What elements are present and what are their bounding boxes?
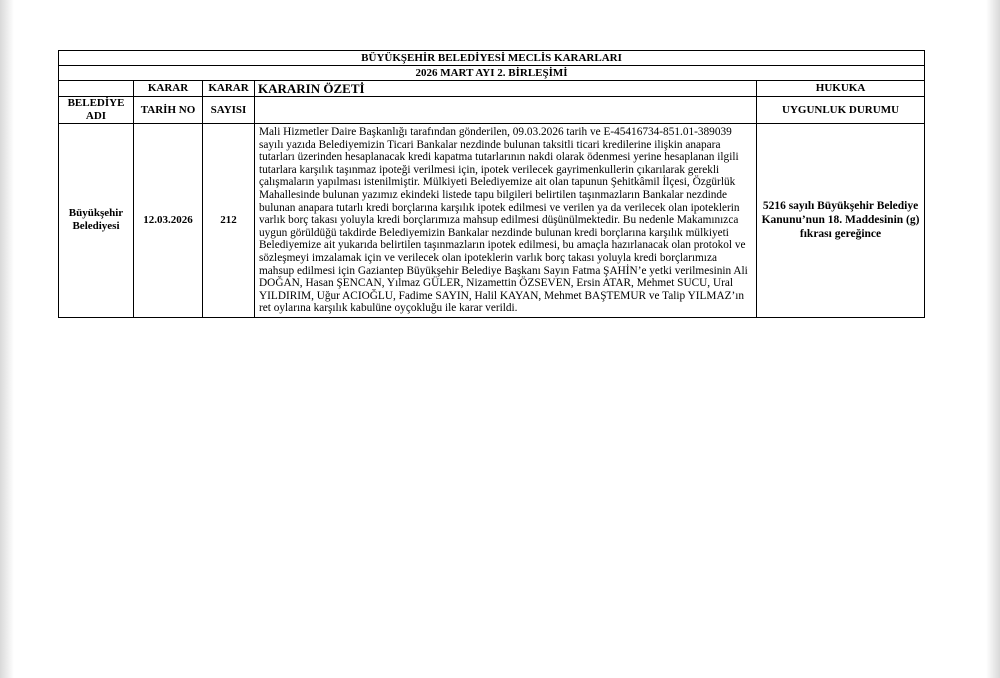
- header-row-1: [59, 81, 925, 97]
- header-ozet-empty: [255, 97, 757, 124]
- cell-belediye: Büyükşehir Belediyesi: [59, 124, 134, 318]
- header-uygunluk: UYGUNLUK DURUMU: [757, 97, 925, 124]
- header-sayisi: SAYISI: [203, 97, 255, 124]
- cell-tarih: 12.03.2026: [134, 124, 203, 318]
- session-row: [59, 66, 925, 81]
- header-tarih-no: TARİH NO: [134, 97, 203, 124]
- header-ozet: KARARIN ÖZETİ: [255, 81, 757, 97]
- page-shadow-left: [0, 0, 14, 678]
- header-empty-cell: [59, 81, 134, 97]
- cell-ozet: Mali Hizmetler Daire Başkanlığı tarafından gönderilen, 09.03.2026 tarih ve E-45416734-851.01-389039 sayılı yazıda Belediyemizin Ticari Bankalar nezdinde bulunan taksitli ticari kredilerine ilişkin anapara tutarları üzerinden hesaplanacak kredi kapatma tutarlarının nakdi olarak ödenmesi yerine hesaplanan ilgili tutarlara karşılık taşınmaz ipoteği verilmesi için, ipotek verilecek gayrimenkullerin çıkarılarak gerekli çalışmaların yapılması istenilmiştir. Mülkiyeti Belediyemize ait olan tapunun Şehitkâmil İlçesi, Özgürlük Mahallesinde bulunan yazımız ekindeki listede tapu bilgileri belirtilen taşınmazların Bankalar nezdinde bulunan anapara tutarlı kredi borçlarına karşılık ipotek edilmesi ve verilen ya da verilecek olan ipoteklerin varlık borç takası yoluyla kredi borçlarımıza mahsup edilmesi düşünülmektedir. Bu nedenle Makamınızca uygun görüldüğü takdirde Belediyemizin Bankalar nezdinde bulunan kredi borçlarına karşılık mülkiyeti Belediyemize ait yukarıda belirtilen taşınmazların ipotek edilmesi, bu amaçla hazırlanacak olan protokol ve sözleşmeyi imzalamak için ve verilecek olan ipoteklerin varlık borç takası yoluyla kredi borçlarımıza mahsup edilmesi için Gaziantep Büyükşehir Belediye Başkanı Sayın Fatma ŞAHİN’e yetki verilmesinin Ali DOĞAN, Hasan ŞENCAN, Yılmaz GÜLER, Nizamettin ÖZSEVEN, Ersin ATAR, Mehmet SUCU, Ural YILDIRIM, Uğur ACIOĞLU, Fadime SAYIN, Halil KAYAN, Mehmet BAŞTEMUR ve Talip YILMAZ’ın ret oylarına karşılık kabulüne oyçokluğu ile karar verildi.: [255, 124, 757, 318]
- page-shadow-right: [986, 0, 1000, 678]
- cell-sayi: 212: [203, 124, 255, 318]
- table-row: [59, 124, 925, 318]
- header-belediye-adi: BELEDİYE ADI: [59, 97, 134, 124]
- document-title: BÜYÜKŞEHİR BELEDİYESİ MECLİS KARARLARI: [59, 51, 925, 66]
- header-karar-2: KARAR: [203, 81, 255, 97]
- session-title: 2026 MART AYI 2. BİRLEŞİMİ: [59, 66, 925, 81]
- title-row: [59, 51, 925, 66]
- header-karar-1: KARAR: [134, 81, 203, 97]
- header-hukuka: HUKUKA: [757, 81, 925, 97]
- decisions-table: [58, 50, 925, 318]
- cell-hukuka: 5216 sayılı Büyükşehir Belediye Kanunu’nun 18. Maddesinin (g) fıkrası gereğince: [757, 124, 925, 318]
- header-row-2: [59, 97, 925, 124]
